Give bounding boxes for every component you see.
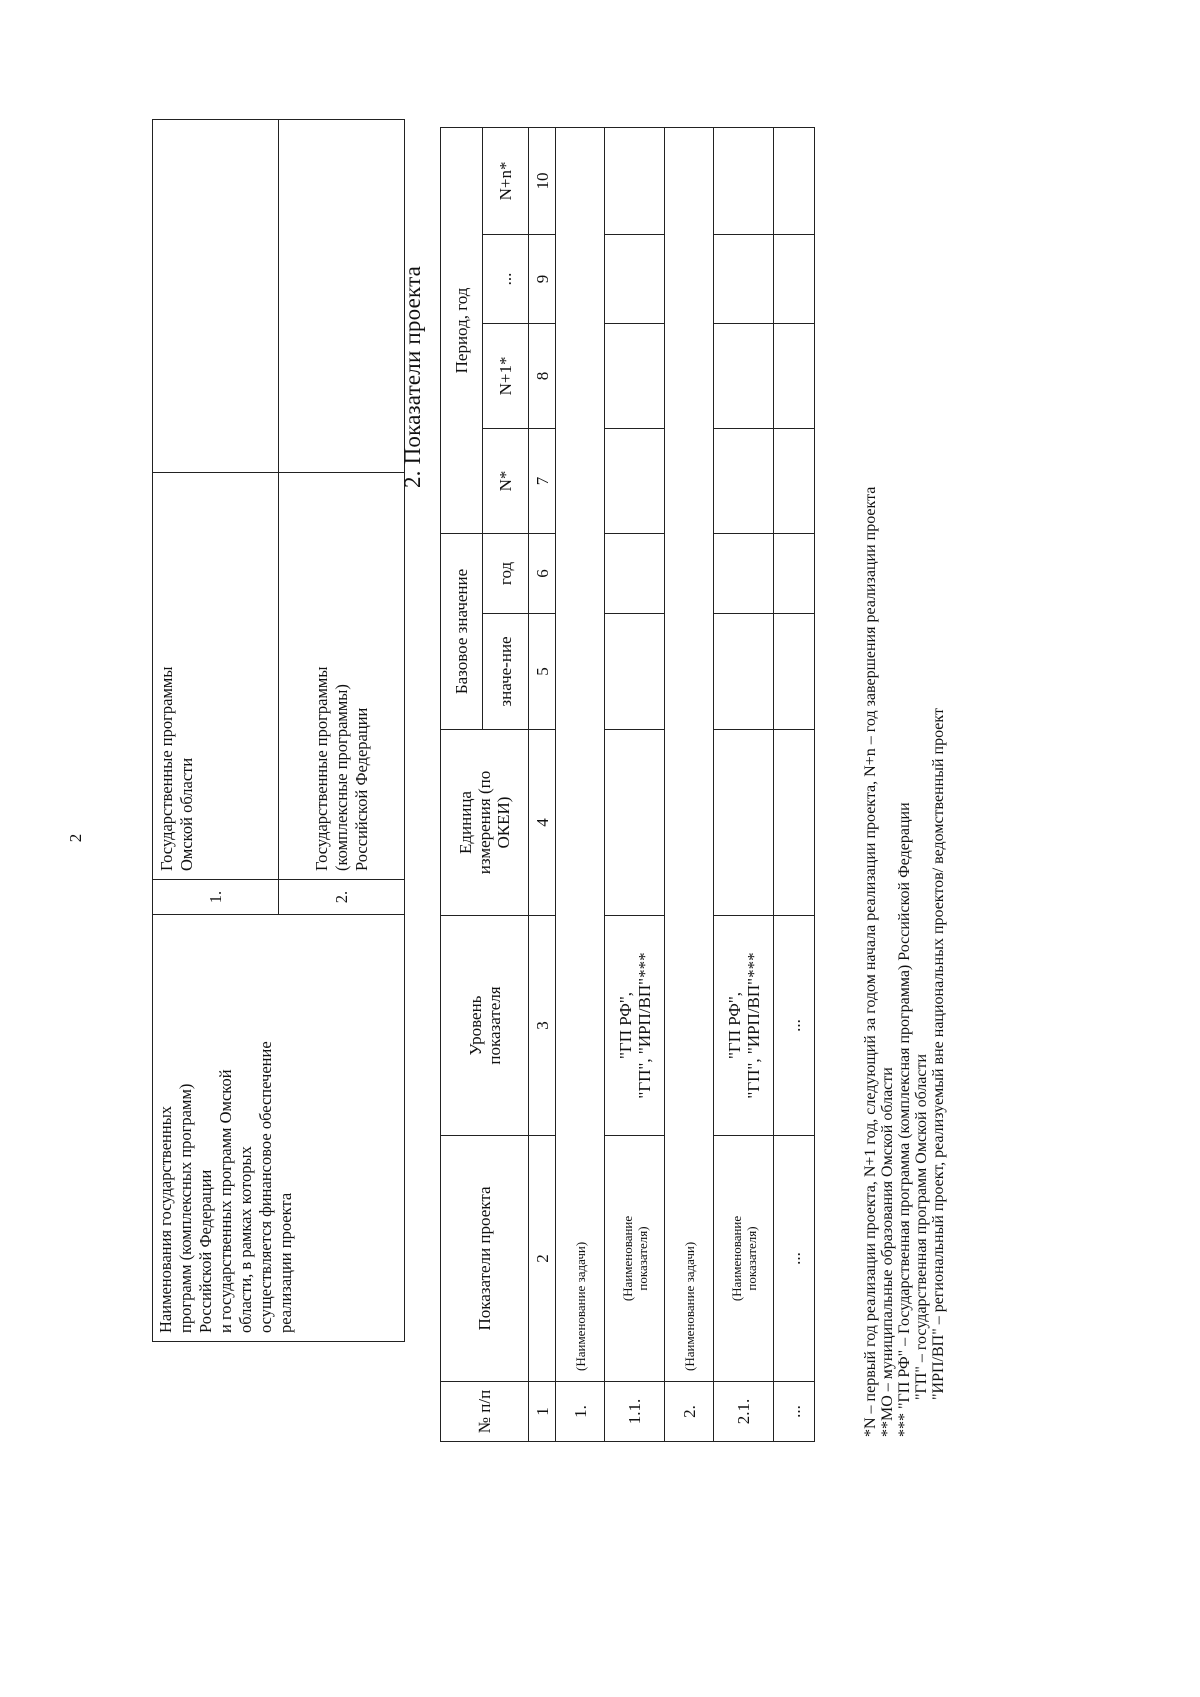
indicator-name: (Наименование показателя) [605,1136,665,1382]
empty-cell [714,323,774,428]
program-row-text: Государственные программы (комплексные программы) Российской Федерации [279,473,405,880]
empty-cell [605,428,665,533]
header-period: Период, год [441,127,483,533]
program-row-empty [279,120,405,473]
empty-cell [605,234,665,323]
empty-cell [605,323,665,428]
header-nn: N+n* [483,127,529,234]
empty-cell [714,428,774,533]
program-row-text: Государственные программы Омской области [153,473,279,880]
row-number: ... [774,1382,815,1442]
column-number: 3 [529,916,556,1136]
empty-cell [605,730,665,916]
table-row [714,127,774,1441]
column-number: 6 [529,533,556,613]
table-row [774,127,815,1441]
programs-table [152,119,405,1342]
table-row [665,127,714,1441]
column-number: 4 [529,730,556,916]
programs-label-line: осуществляется финансовое обеспечение [256,1041,275,1333]
column-number: 9 [529,234,556,323]
column-number: 5 [529,614,556,730]
programs-label-cell [153,915,405,1342]
empty-cell [774,614,815,730]
footnote: *** "ГП РФ" – Государственная программа (комплексная программа) Российской Федерации [896,802,913,1437]
header-base: Базовое значение [441,533,483,729]
header-dots: ... [483,234,529,323]
header-n1: N+1* [483,323,529,428]
column-number: 8 [529,323,556,428]
footnote: "ИРП/ВП" – региональный проект, реализуемый вне национальных проектов/ ведомственный проект [930,708,947,1400]
empty-cell [605,127,665,234]
row-number: 2. [665,1382,714,1442]
table-row [605,127,665,1441]
indicator-name: (Наименование показателя) [714,1136,774,1382]
column-number: 7 [529,428,556,533]
header-base-value: значе-ние [483,614,529,730]
table-row [556,127,605,1441]
empty-cell [714,730,774,916]
header-n: N* [483,428,529,533]
footnote: "ГП" – государственная программ Омской области [913,1053,930,1400]
empty-cell [714,533,774,613]
empty-cell [774,127,815,234]
indicators-table [440,127,815,1442]
row-number: 2.1. [714,1382,774,1442]
programs-label-line: и государственных программ Омской [216,1069,235,1333]
programs-label-line: Наименования государственных [156,1105,175,1333]
indicator-level: "ГП РФ", "ГП", "ИРП/ВП"*** [714,916,774,1136]
program-row-number: 1. [153,880,279,915]
programs-label-line: области, в рамках которых [236,1146,255,1333]
empty-cell [605,533,665,613]
header-num: № п/п [441,1382,529,1442]
footnote: *N – первый год реализации проекта, N+1 год, следующий за годом начала реализации проекта, N+n – год завершения реализации проекта [862,486,879,1437]
task-name: (Наименование задачи) [665,127,714,1381]
header-base-year: год [483,533,529,613]
programs-label-line: Российской Федерации [196,1169,215,1333]
program-row-number: 2. [279,880,405,915]
row-number: 1. [556,1382,605,1442]
indicator-name: ... [774,1136,815,1382]
programs-label-line: реализации проекта [276,1192,295,1333]
column-number: 1 [529,1382,556,1442]
empty-cell [774,323,815,428]
empty-cell [605,614,665,730]
indicator-level: ... [774,916,815,1136]
empty-cell [714,614,774,730]
page-number: 2 [66,833,85,843]
footnote: **МО – муниципальные образования Омской области [879,1067,896,1437]
section-title: 2. Показатели проекта [400,265,425,489]
task-name: (Наименование задачи) [556,127,605,1381]
empty-cell [714,234,774,323]
indicator-level: "ГП РФ", "ГП", "ИРП/ВП"*** [605,916,665,1136]
header-unit: Единица измерения (по ОКЕИ) [441,730,529,916]
empty-cell [774,234,815,323]
empty-cell [714,127,774,234]
program-row-empty [153,120,279,473]
empty-cell [774,428,815,533]
programs-label-line: программ (комплексных программ) [176,1083,195,1333]
header-level: Уровень показателя [441,916,529,1136]
empty-cell [774,533,815,613]
header-name: Показатели проекта [441,1136,529,1382]
empty-cell [774,730,815,916]
column-number: 2 [529,1136,556,1382]
footnotes [862,77,947,1437]
row-number: 1.1. [605,1382,665,1442]
column-number: 10 [529,127,556,234]
